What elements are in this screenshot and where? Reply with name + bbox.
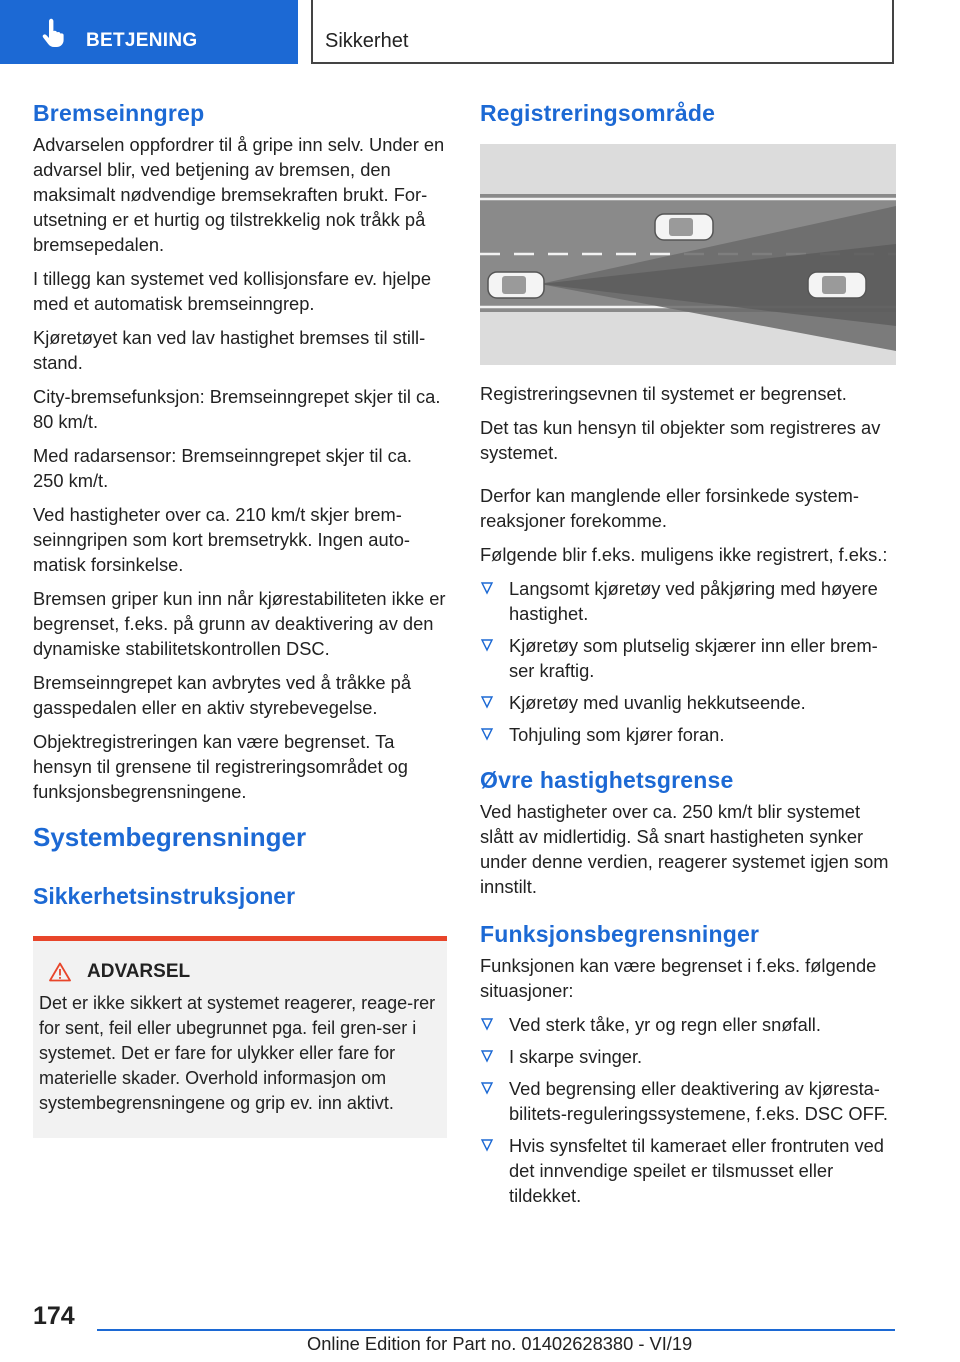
paragraph: Bremsen griper kun inn når kjørestabiliteten ikke er begrenset, f.eks. på grunn av deaktivering av den dynamiske stabilitetskontrollen DSC. [33,588,446,659]
paragraph: City-bremsefunksjon: Bremseinngrepet skjer til ca. 80 km/t. [33,386,441,432]
undetected-objects-list [480,576,896,747]
list-item: Langsomt kjøretøy ved påkjøring med høyere hastighet. [480,576,896,626]
paragraph: Ved hastigheter over ca. 250 km/t blir systemet slått av midlertidig. Så snart hastigheten synker under denne verdien, reagerer systemet igjen som innstilt. [480,801,889,897]
detection-area-illustration [480,144,896,365]
list-item: Ved sterk tåke, yr og regn eller snøfall. [480,1012,896,1037]
list-item: I skarpe svinger. [480,1044,896,1069]
heading-ovre-hastighetsgrense: Øvre hastighetsgrense [480,767,734,793]
warning-header [39,961,441,983]
paragraph: Advarselen oppfordrer til å gripe inn selv. Under en advarsel blir, ved betjening av bremsen, den maksimalt nødvendige bremsekraften brukt. For-utsetning er et hurtig og tilstrekkelig nok tråkk på bremsepedalen. [33,134,445,255]
paragraph: Med radarsensor: Bremseinngrepet skjer til ca. 250 km/t. [33,445,412,491]
hand-pointer-icon [38,18,68,48]
list-item: Kjøretøy som plutselig skjærer inn eller brem-ser kraftig. [480,633,896,683]
warning-text: Det er ikke sikkert at systemet reagerer, reage-rer for sent, feil eller ubegrunnet pga. feil gren-ser i systemet. Det er fare for ulykker eller fare for materielle skader. Overhold informasjon om systembegrensningene og grip ev. inn aktivt. [39,993,436,1113]
heading-sikkerhetsinstruksjoner: Sikkerhetsinstruksjoner [33,883,296,909]
chapter-tab-label: BETJENING [86,30,198,51]
heading-funksjonsbegrensninger: Funksjonsbegrensninger [480,921,760,947]
triangle-bullet-icon [480,727,494,741]
list-item: Ved begrensing eller deaktivering av kjøresta-bilitets-reguleringssystemene, f.eks. DSC OFF. [480,1076,896,1126]
limitations-list [480,1012,896,1208]
paragraph: Bremseinngrepet kan avbrytes ved å tråkke på gasspedalen eller en aktiv styrebevegelse. [33,672,412,718]
paragraph: Det tas kun hensyn til objekter som registreres av systemet. [480,417,881,463]
right-column [480,100,896,1216]
footer-divider [97,1329,895,1331]
triangle-bullet-icon [480,1049,494,1063]
warning-triangle-icon [49,962,71,982]
list-item: Tohjuling som kjører foran. [480,722,896,747]
paragraph: Kjøretøyet kan ved lav hastighet bremses til still-stand. [33,327,426,373]
car-icon [808,272,866,298]
paragraph: Derfor kan manglende eller forsinkede system-reaksjoner forekomme. [480,485,859,531]
list-item: Kjøretøy med uvanlig hekkutseende. [480,690,896,715]
paragraph: Ved hastigheter over ca. 210 km/t skjer brem-seinngripen som kort bremsetrykk. Ingen auto-matisk forsinkelse. [33,504,410,575]
car-icon [655,214,713,240]
triangle-bullet-icon [480,1138,494,1152]
paragraph: Registreringsevnen til systemet er begrenset. [480,383,847,404]
triangle-bullet-icon [480,1081,494,1095]
paragraph: Følgende blir f.eks. muligens ikke registrert, f.eks.: [480,544,888,565]
chapter-tab[interactable] [0,0,298,64]
triangle-bullet-icon [480,638,494,652]
section-title-box [311,0,894,64]
triangle-bullet-icon [480,695,494,709]
triangle-bullet-icon [480,581,494,595]
paragraph: Objektregistreringen kan være begrenset. Ta hensyn til grensene til registreringsområdet og funksjonsbegrensningene. [33,731,408,802]
warning-title: ADVARSEL [87,961,191,982]
section-title: Sikkerhet [325,30,409,52]
left-column [33,100,447,1138]
paragraph: Funksjonen kan være begrenset i f.eks. følgende situasjoner: [480,955,877,1001]
car-icon [488,272,544,298]
road-diagram [480,144,896,365]
heading-systembegrensninger: Systembegrensninger [33,822,307,852]
heading-registreringsomrade: Registreringsområde [480,100,716,126]
triangle-bullet-icon [480,1017,494,1031]
warning-box [33,936,447,1138]
heading-bremseinngrep: Bremseinngrep [33,100,205,126]
edition-footer: Online Edition for Part no. 01402628380 - VI/19 [307,1333,693,1354]
page-number: 174 [33,1302,75,1330]
list-item: Hvis synsfeltet til kameraet eller frontruten ved det innvendige speilet er tilsmusset eller tildekket. [480,1133,896,1208]
paragraph: I tillegg kan systemet ved kollisjonsfare ev. hjelpe med et automatisk bremseinngrep. [33,268,431,314]
